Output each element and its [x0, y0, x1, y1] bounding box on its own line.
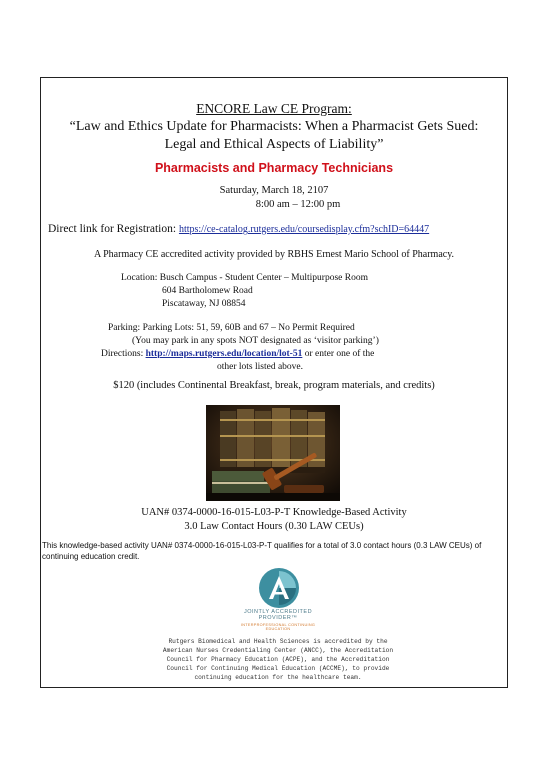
location-label: Location:: [121, 273, 160, 283]
footer-line: continuing education for the healthcare team.: [194, 674, 362, 681]
accreditation-statement: A Pharmacy CE accredited activity provided by RBHS Ernest Mario School of Pharmacy.: [93, 249, 455, 260]
event-time: 8:00 am – 12:00 pm: [255, 199, 341, 210]
footer-line: American Nurses Credentialing Center (ANCC), the Accreditation: [162, 647, 394, 654]
uan-number: UAN# 0374-0000-16-015-L03-P-T Knowledge-Based Activity: [141, 507, 407, 518]
directions-link[interactable]: http://maps.rutgers.edu/location/lot-51: [145, 349, 303, 359]
audience-heading: Pharmacists and Pharmacy Technicians: [154, 161, 394, 175]
accreditation-footer: [128, 637, 428, 682]
directions-label: Directions:: [101, 349, 146, 359]
jointly-accredited-icon: [258, 567, 300, 609]
jointly-accredited-logo: [258, 567, 300, 609]
law-books-gavel-image: [206, 405, 340, 501]
parking-block: [108, 322, 379, 348]
location-room: Busch Campus - Student Center – Multipurpose Room: [159, 273, 368, 283]
footer-line: Rutgers Biomedical and Health Sciences is accredited by the: [168, 638, 388, 645]
directions-block: [101, 348, 374, 374]
location-city: Piscataway, NJ 08854: [162, 299, 246, 309]
law-books-illustration: [206, 405, 340, 501]
footer-line: Council for Pharmacy Education (ACPE), and the Accreditation: [166, 656, 390, 663]
location-street: 604 Bartholomew Road: [162, 286, 253, 296]
uan-block: [40, 506, 508, 534]
logo-line1: JOINTLY ACCREDITED PROVIDER™: [243, 609, 313, 621]
directions-suffix: or enter one of the: [302, 349, 375, 359]
event-date: Saturday, March 18, 2107: [219, 185, 329, 196]
jointly-accredited-text: [228, 609, 328, 631]
logo-line2: INTERPROFESSIONAL CONTINUING EDUCATION: [240, 623, 316, 631]
parking-note: (You may park in any spots NOT designated as ‘visitor parking’): [132, 336, 379, 346]
registration-link[interactable]: https://ce-catalog.rutgers.edu/coursedisplay.cfm?schID=64447: [178, 224, 430, 235]
course-title: “Law and Ethics Update for Pharmacists: When a Pharmacist Gets Sued: Legal and Ethical Aspects of Liability”: [69, 119, 479, 152]
footer-line: Council for Continuing Medical Education (ACCME), to provide: [166, 665, 390, 672]
contact-hours: 3.0 Law Contact Hours (0.30 LAW CEUs): [184, 521, 364, 532]
knowledge-based-statement: This knowledge-based activity UAN# 0374-0000-16-015-L03-P-T qualifies for a total of 3.0 contact hours (0.3 LAW CEUs) of continuing education credit.: [42, 541, 482, 561]
location-block: [121, 272, 368, 311]
price-line: $120 (includes Continental Breakfast, break, program materials, and credits): [113, 380, 435, 391]
parking-lots: Parking: Parking Lots: 51, 59, 60B and 67 – No Permit Required: [108, 323, 355, 333]
registration-label: Direct link for Registration:: [48, 223, 179, 235]
directions-more: other lots listed above.: [217, 362, 304, 372]
program-title: ENCORE Law CE Program:: [196, 101, 352, 116]
registration-line: [48, 223, 508, 235]
